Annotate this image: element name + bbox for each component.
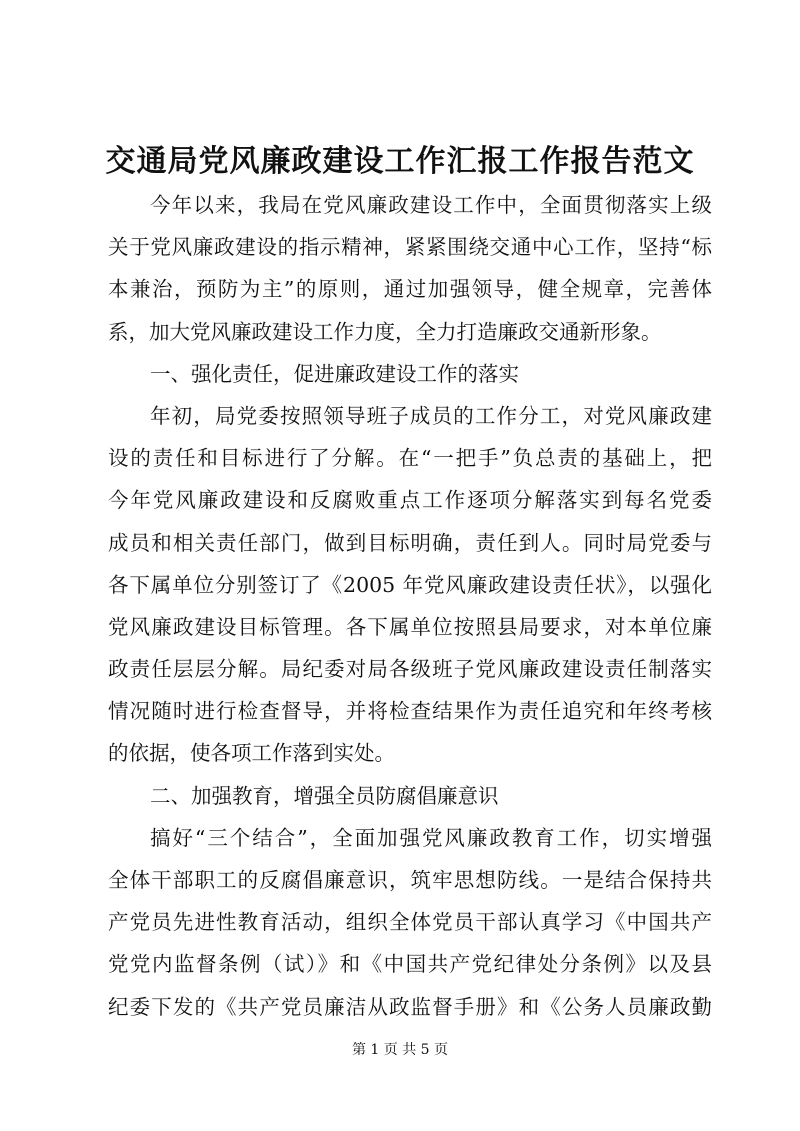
paragraph-line: 纪委下发的《共产党员廉洁从政监督手册》和《公务人员廉政勤	[108, 994, 712, 1019]
paragraph-line: 今年党风廉政建设和反腐败重点工作逐项分解落实到每名党委	[108, 488, 712, 513]
paragraph-line: 关于党风廉政建设的指示精神，紧紧围绕交通中心工作，坚持“标	[108, 235, 712, 260]
paragraph-line: 各下属单位分别签订了《2005 年党风廉政建设责任状》，以强化	[108, 572, 712, 597]
paragraph-line: 年初，局党委按照领导班子成员的工作分工，对党风廉政建	[150, 403, 712, 428]
paragraph-line: 情况随时进行检查督导，并将检查结果作为责任追究和年终考核	[108, 699, 712, 724]
document-title: 交通局党风廉政建设工作汇报工作报告范文	[105, 144, 695, 179]
document-body	[108, 184, 712, 1028]
paragraph-line: 今年以来，我局在党风廉政建设工作中，全面贯彻落实上级	[150, 193, 712, 217]
paragraph-line: 成员和相关责任部门，做到目标明确，责任到人。同时局党委与	[108, 530, 712, 555]
paragraph-line: 产党员先进性教育活动，组织全体党员干部认真学习《中国共产	[108, 910, 712, 935]
paragraph-line: 搞好“三个结合”，全面加强党风廉政教育工作，切实增强	[150, 825, 712, 850]
page-number-footer: 第 1 页 共 5 页	[351, 1042, 449, 1058]
paragraph-line: 系，加大党风廉政建设工作力度，全力打造廉政交通新形象。	[108, 319, 662, 344]
section-heading: 二、加强教育，增强全员防腐倡廉意识	[150, 783, 499, 808]
paragraph-line: 全体干部职工的反腐倡廉意识，筑牢思想防线。一是结合保持共	[108, 868, 712, 892]
paragraph-line: 党党内监督条例（试）》和《中国共产党纪律处分条例》以及县	[108, 952, 712, 977]
section-heading: 一、强化责任，促进廉政建设工作的落实	[150, 361, 519, 386]
paragraph-line: 政责任层层分解。局纪委对局各级班子党风廉政建设责任制落实	[108, 657, 712, 682]
paragraph-line: 党风廉政建设目标管理。各下属单位按照县局要求，对本单位廉	[108, 614, 712, 639]
paragraph-line: 的依据，使各项工作落到实处。	[108, 741, 395, 766]
paragraph-line: 设的责任和目标进行了分解。在“一把手”负总责的基础上，把	[108, 446, 712, 471]
paragraph-line: 本兼治，预防为主”的原则，通过加强领导，健全规章，完善体	[108, 277, 712, 302]
